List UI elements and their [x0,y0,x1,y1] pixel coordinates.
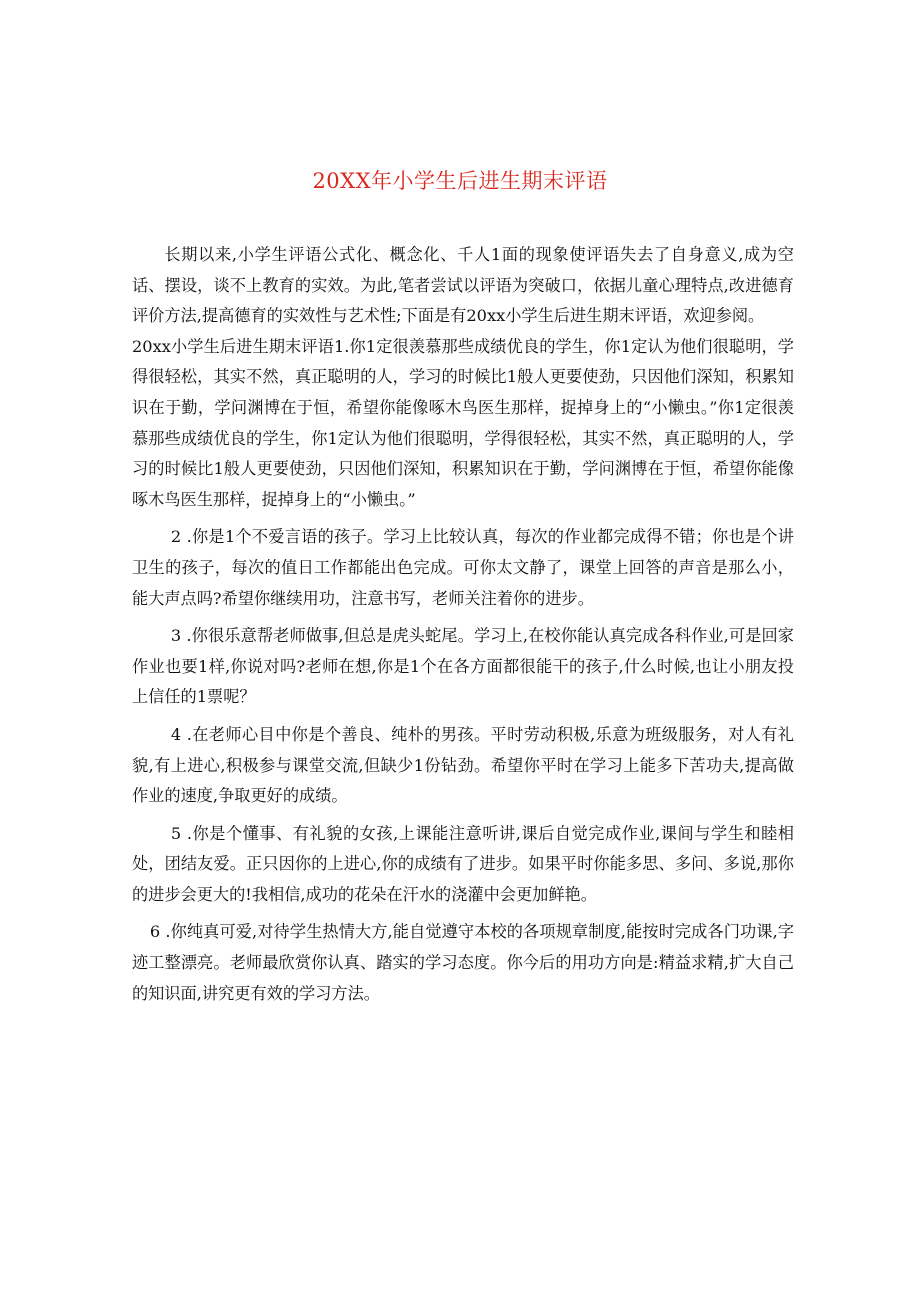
intro-paragraph: 长期以来,小学生评语公式化、概念化、千人1面的现象使评语失去了自身意义,成为空话、摆设，谈不上教育的实效。为此,笔者尝试以评语为突破口，依据儿童心理特点,改进德育评价方法,提高德育的实效性与艺术性;下面是有20xx小学生后进生期末评语，欢迎参阅。 [132,245,794,326]
comment-paragraph-5: 5 .你是个懂事、有礼貌的女孩,上课能注意听讲,课后自觉完成作业,课间与学生和睦相处，团结友爱。正只因你的上进心,你的成绩有了进步。如果平时你能多思、多问、多说,那你的进步会更大的!我相信,成功的花朵在汗水的浇灌中会更加鲜艳。 [132,823,794,904]
comment-paragraph-3: 3 .你很乐意帮老师做事,但总是虎头蛇尾。学习上,在校你能认真完成各科作业,可是回家作业也要1样,你说对吗?老师在想,你是1个在各方面都很能干的孩子,什么时候,也让小朋友投上信任的1票呢？ [132,626,794,707]
document-title: 20XX年小学生后进生期末评语 [312,169,608,193]
comment-paragraph-2: 2 .你是1个不爱言语的孩子。学习上比较认真，每次的作业都完成得不错；你也是个讲卫生的孩子，每次的值日工作都能出色完成。可你太文静了，课堂上回答的声音是那么小，能大声点吗?希望你继续用功，注意书写，老师关注着你的进步。 [132,527,794,608]
comment-paragraph-6: 6 .你纯真可爱,对待学生热情大方,能自觉遵守本校的各项规章制度,能按时完成各门功课,字迹工整漂亮。老师最欣赏你认真、踏实的学习态度。你今后的用功方向是:精益求精,扩大自己的知识面,讲究更有效的学习方法。 [132,922,794,1003]
comment-paragraph-4: 4 .在老师心目中你是个善良、纯朴的男孩。平时劳动积极,乐意为班级服务，对人有礼貌,有上进心,积极参与课堂交流,但缺少1份钻劲。希望你平时在学习上能多下苦功夫,提高做作业的速度,争取更好的成绩。 [132,724,794,806]
document-body [132,240,794,1009]
comment-paragraph-1: 20xx小学生后进生期末评语1.你1定很羡慕那些成绩优良的学生，你1定认为他们很聪明，学得很轻松，其实不然，真正聪明的人，学习的时候比1般人更要使劲，只因他们深知，积累知识在于勤，学问渊博在于恒，希望你能像啄木鸟医生那样，捉掉身上的“小懒虫。”你1定很羡慕那些成绩优良的学生，你1定认为他们很聪明，学得很轻松，其实不然，真正聪明的人，学习的时候比1般人更要使劲，只因他们深知，积累知识在于勤，学问渊博在于恒，希望你能像啄木鸟医生那样，捉掉身上的“小懒虫。” [132,336,794,509]
